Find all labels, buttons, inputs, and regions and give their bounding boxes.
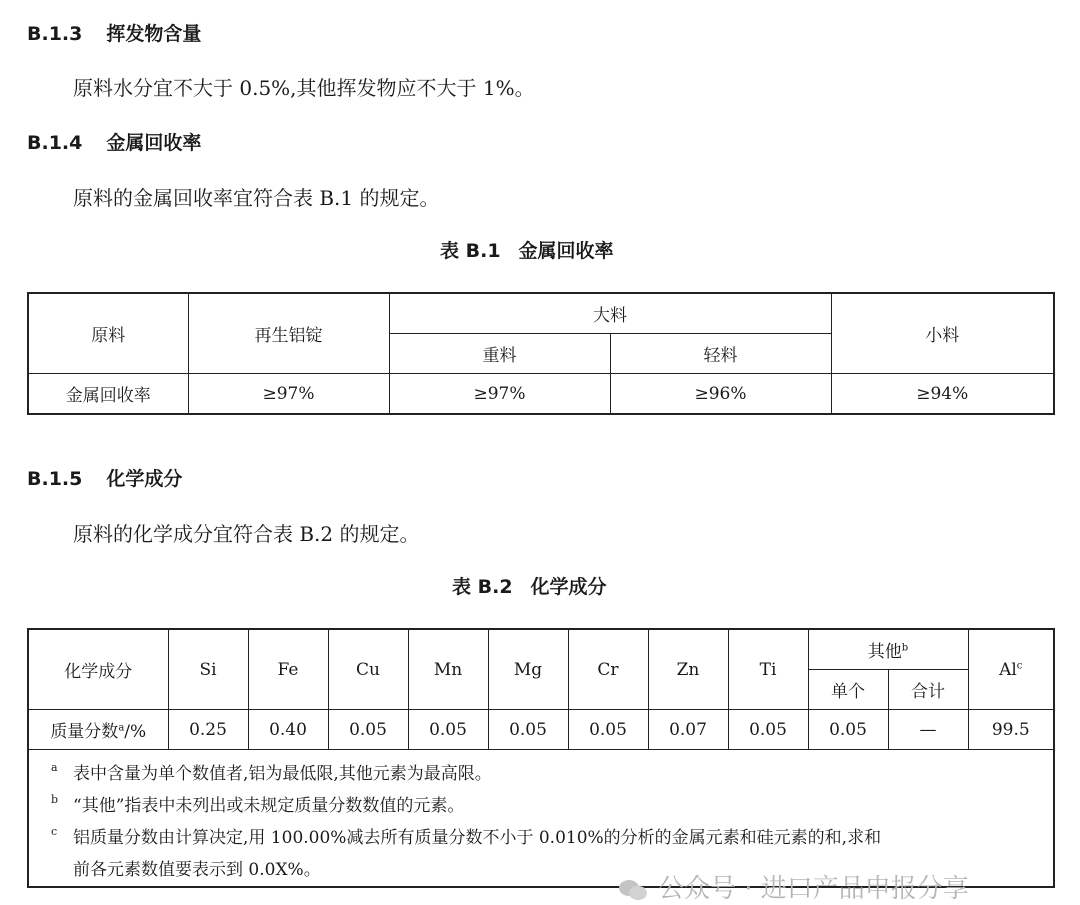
table2-caption-title: 化学成分: [530, 576, 607, 598]
header-other-single: 单个: [808, 670, 888, 710]
header-si: Si: [168, 629, 248, 710]
header-material: 原料: [28, 293, 188, 374]
table-cell: 0.40: [248, 710, 328, 750]
header-mg: Mg: [488, 629, 568, 710]
footnote-mark: b: [901, 642, 909, 654]
header-other-total: 合计: [888, 670, 968, 710]
paragraph-b15: 原料的化学成分宜符合表 B.2 的规定。: [73, 522, 420, 546]
paragraph-b14: 原料的金属回收率宜符合表 B.1 的规定。: [73, 186, 440, 210]
section-number: B.1.5: [27, 468, 83, 490]
chemical-composition-table: [27, 628, 1055, 888]
header-cr: Cr: [568, 629, 648, 710]
table-cell: ≥97%: [188, 374, 389, 415]
table-cell: —: [888, 710, 968, 750]
section-heading-b14: [27, 128, 201, 155]
table1-caption-number: 表 B.1: [440, 240, 501, 262]
table-cell: 0.05: [728, 710, 808, 750]
footnote-mark: a: [51, 761, 58, 774]
header-al: [968, 629, 1054, 710]
row-label-unit: /%: [124, 722, 147, 742]
header-cu: Cu: [328, 629, 408, 710]
footnote-mark: a: [118, 722, 125, 734]
footnote-mark: b: [51, 793, 59, 806]
section-heading-b13: [27, 19, 201, 46]
footnote-text: “其他”指表中未列出或未规定质量分数数值的元素。: [73, 796, 465, 816]
table-cell: 0.05: [408, 710, 488, 750]
header-other-label: 其他: [867, 642, 902, 662]
header-large: 大料: [389, 293, 831, 334]
table-cell: ≥94%: [831, 374, 1054, 415]
footnote-c-continuation: 前各元素数值要表示到 0.0X%。: [73, 860, 321, 880]
paragraph-b13: 原料水分宜不大于 0.5%,其他挥发物应不大于 1%。: [73, 76, 535, 100]
footnote-text: 铝质量分数由计算决定,用 100.00%减去所有质量分数不小于 0.010%的分析的金属元素和硅元素的和,求和: [73, 828, 882, 848]
table-cell: 0.05: [568, 710, 648, 750]
section-number: B.1.4: [27, 132, 83, 154]
table-cell: 0.07: [648, 710, 728, 750]
row-label-text: 质量分数: [50, 722, 119, 742]
watermark: [618, 868, 969, 905]
watermark-text: 公众号 · 进口产品申报分享: [658, 874, 969, 904]
table-cell: ≥96%: [610, 374, 831, 415]
table-cell: 99.5: [968, 710, 1054, 750]
table2-caption-number: 表 B.2: [452, 576, 513, 598]
header-ingot: 再生铝锭: [188, 293, 389, 374]
header-zn: Zn: [648, 629, 728, 710]
header-al-label: Al: [999, 659, 1017, 680]
table-cell: ≥97%: [389, 374, 610, 415]
footnote-b: [51, 790, 1053, 822]
section-title: 挥发物含量: [106, 23, 202, 45]
header-mn: Mn: [408, 629, 488, 710]
row-label-recovery: 金属回收率: [28, 374, 188, 415]
header-heavy: 重料: [389, 334, 610, 374]
table1-caption: [440, 236, 614, 263]
section-number: B.1.3: [27, 23, 83, 45]
row-label-mass-fraction: [28, 710, 168, 750]
section-title: 金属回收率: [106, 132, 202, 154]
table1-caption-title: 金属回收率: [518, 240, 614, 262]
header-light: 轻料: [610, 334, 831, 374]
footnote-text: 表中含量为单个数值者,铝为最低限,其他元素为最高限。: [73, 764, 492, 784]
metal-recovery-table: [27, 292, 1055, 415]
header-ti: Ti: [728, 629, 808, 710]
footnote-c: [51, 822, 1053, 854]
section-title: 化学成分: [106, 468, 183, 490]
footnote-a: [51, 758, 1053, 790]
table-cell: 0.05: [808, 710, 888, 750]
table2-caption: [452, 572, 607, 599]
header-other: [808, 629, 968, 670]
footnote-mark: c: [1016, 659, 1023, 671]
table-cell: 0.05: [488, 710, 568, 750]
header-chemical-composition: 化学成分: [28, 629, 168, 710]
header-fe: Fe: [248, 629, 328, 710]
table-notes: [28, 750, 1054, 888]
table-cell: 0.05: [328, 710, 408, 750]
wechat-icon: [618, 878, 648, 902]
section-heading-b15: [27, 464, 182, 491]
footnote-mark: c: [51, 825, 58, 838]
table-cell: 0.25: [168, 710, 248, 750]
header-small: 小料: [831, 293, 1054, 374]
